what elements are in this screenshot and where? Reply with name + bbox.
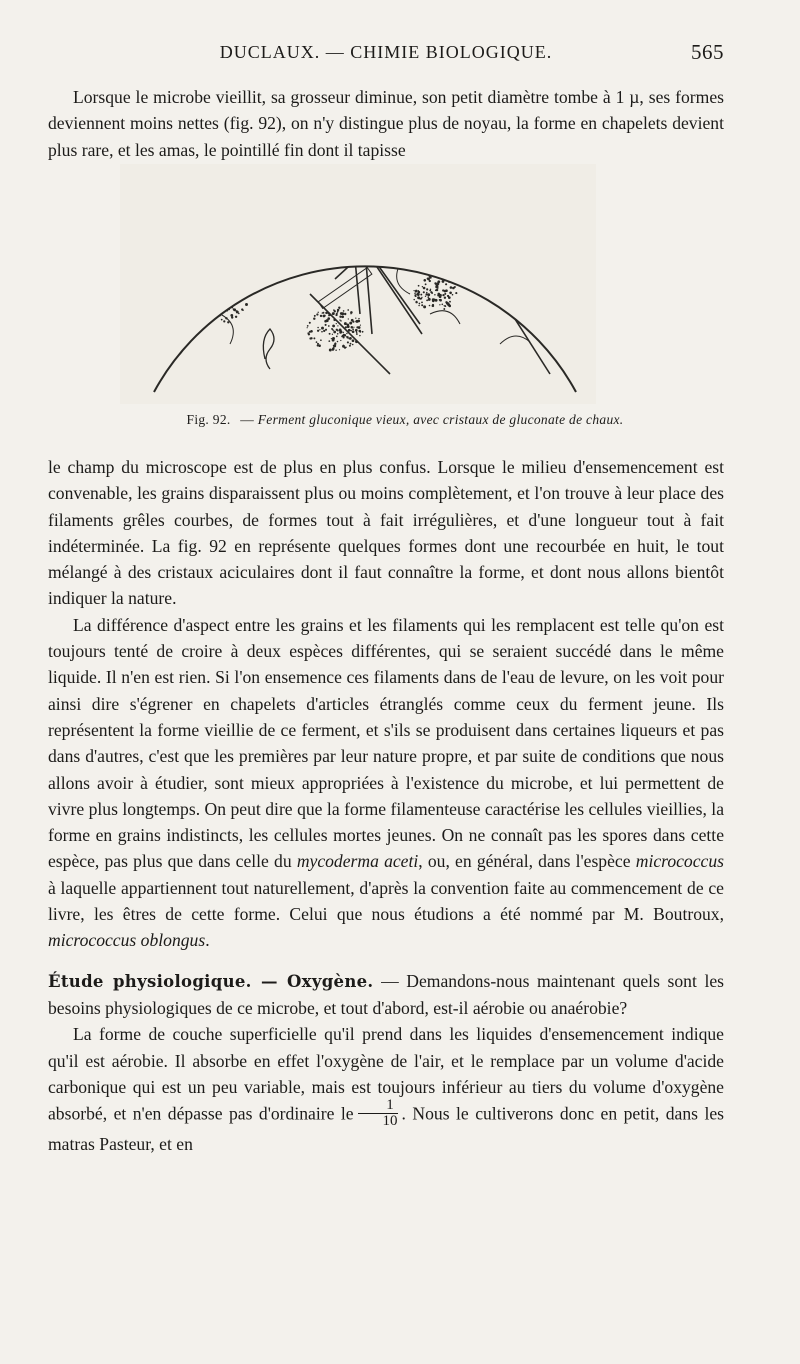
grain-dot — [332, 329, 334, 331]
grain-dot — [343, 345, 345, 347]
grain-dot — [414, 290, 415, 291]
fraction-one-tenth — [358, 1098, 398, 1129]
figure-caption-dash: — — [240, 412, 255, 427]
grain-dot — [332, 348, 334, 350]
grain-dot — [317, 330, 319, 332]
paragraph-1: Lorsque le microbe vieillit, sa grosseur diminue, son petit diamètre tombe à 1 µ, ses formes deviennent moins nettes (fig. 92), on n'y distingue plus de noyau, la forme en chapelets devient plus rare, et les amas, le pointillé fin dont il tapisse — [48, 87, 724, 160]
grain-dot — [429, 305, 431, 307]
grain-dot — [452, 294, 454, 296]
grain-dot — [313, 337, 315, 339]
grain-dot — [332, 325, 334, 327]
grain-dot — [429, 280, 431, 282]
grain-dot — [339, 308, 340, 309]
grain-dot — [427, 277, 429, 279]
grain-dot — [323, 315, 326, 318]
grain-dot — [332, 339, 335, 342]
grain-dot — [333, 345, 335, 347]
section-title: Étude physiologique. — Oxygène. — [48, 971, 374, 991]
grain-dot — [351, 326, 354, 329]
grain-dot — [339, 316, 341, 318]
grain-dot — [340, 330, 343, 333]
grain-dot — [427, 296, 429, 298]
grain-dot — [439, 299, 442, 302]
grain-dot — [423, 287, 426, 290]
grain-dot — [424, 279, 427, 282]
grain-dot — [325, 324, 327, 326]
grain-dot — [348, 318, 349, 319]
grain-dot — [362, 331, 364, 333]
grain-dot — [450, 286, 453, 289]
grain-dot — [352, 330, 355, 333]
grain-dot — [426, 292, 428, 294]
grain-dot — [444, 305, 445, 306]
paragraph-5-end: . Nous le cultiverons donc en petit, dans les matras Pasteur, et en — [48, 1103, 724, 1155]
grain-dot — [328, 325, 330, 327]
grain-dot — [337, 333, 339, 335]
grain-dot — [352, 344, 354, 346]
grain-dot — [418, 290, 419, 291]
grain-dot — [445, 283, 447, 285]
grain-dot — [333, 331, 336, 334]
grain-dot — [449, 305, 451, 307]
grain-dot — [245, 303, 248, 306]
text-block-top — [48, 84, 724, 163]
grain-dot — [350, 313, 351, 314]
grain-dot — [413, 299, 414, 300]
grain-dot — [341, 315, 344, 318]
paragraph-3-end: . — [205, 930, 210, 951]
grain-dot — [340, 340, 341, 341]
grain-dot — [425, 296, 426, 297]
grain-dot — [418, 291, 419, 292]
grain-dot — [358, 326, 361, 329]
grain-dot — [339, 349, 340, 350]
term-micrococcus-oblongus: micrococcus oblongus — [48, 930, 206, 951]
grain-dot — [320, 339, 322, 341]
grain-dot — [336, 336, 338, 338]
paragraph-3 — [48, 612, 724, 954]
grain-dot — [360, 325, 361, 326]
grain-dot — [422, 286, 423, 287]
grain-dot — [430, 289, 431, 290]
grain-dot — [418, 295, 419, 296]
grain-dot — [335, 342, 337, 344]
paragraph-4-text: — Demandons-nous maintenant quels sont les besoins physiologiques de ce microbe, et tout d'abord, est-il aérobie ou anaérobie? — [48, 970, 724, 1018]
running-head: DUCLAUX. — CHIMIE BIOLOGIQUE. — [219, 42, 553, 62]
grain-dot — [223, 320, 225, 322]
text-block-main — [48, 454, 724, 1157]
grain-dot — [349, 322, 352, 325]
paragraph-4 — [48, 968, 724, 1022]
grain-dot — [235, 316, 237, 318]
grain-dot — [435, 289, 437, 291]
grain-dot — [356, 320, 359, 323]
grain-dot — [417, 296, 420, 299]
grain-dot — [347, 309, 349, 311]
grain-dot — [434, 294, 436, 296]
grain-dot — [316, 313, 318, 315]
fraction-numerator: 1 — [358, 1098, 398, 1114]
grain-dot — [421, 297, 422, 298]
paragraph-3-start: La différence d'aspect entre les grains et les filaments qui les remplacent est telle qu'on est toujours tenté de croire à deux espèces différentes, qui se seraient succédé dans le même liquide. Il n'en est rien. Si l'on ensemence ces filaments dans de l'eau de levure, on les voit pour ainsi dire s'égrener en chapelets d'articles étranglés comme ceux du ferment jeune. Ils représentent la forme vieillie de ce ferment, et s'ils se produisent dans certaines liqueurs et pas dans d'autres, c'est que les premières par leur nature propre, et par suite de conditions que nous allons avoir à étudier, sont mieux appropriées à l'existence du microbe, et lui permettent de vivre plus longtemps. On peut dire que la forme filamenteuse caractérise les cellules vieillies, la forme en grains indistincts, les cellules mortes jeunes. On ne connaît pas les spores dans cette espèce, pas plus que dans celle du — [48, 614, 724, 872]
grain-dot — [316, 341, 318, 343]
grain-dot — [313, 317, 315, 319]
grain-dot — [421, 302, 423, 304]
grain-dot — [355, 317, 356, 318]
grain-dot — [443, 308, 445, 310]
grain-dot — [455, 292, 457, 294]
grain-dot — [329, 349, 332, 352]
grain-dot — [444, 293, 446, 295]
page-number: 565 — [691, 40, 724, 64]
page-header — [48, 40, 724, 70]
grain-dot — [332, 312, 335, 315]
grain-dot — [310, 330, 313, 333]
grain-dot — [242, 309, 244, 311]
grain-dot — [307, 332, 309, 334]
grain-dot — [336, 313, 338, 315]
grain-dot — [426, 288, 428, 290]
grain-dot — [317, 343, 319, 345]
grain-dot — [340, 312, 343, 315]
microscope-field-illustration — [120, 164, 596, 404]
grain-dot — [434, 299, 436, 301]
grain-dot — [449, 301, 451, 303]
grain-dot — [346, 336, 348, 338]
grain-dot — [338, 309, 339, 310]
grain-dot — [358, 318, 359, 319]
grain-dot — [334, 310, 336, 312]
grain-dot — [353, 327, 354, 328]
grain-dot — [414, 292, 416, 294]
grain-dot — [221, 319, 223, 321]
grain-dot — [359, 335, 360, 336]
grain-dot — [352, 321, 354, 323]
grain-dot — [347, 324, 350, 327]
grain-dot — [439, 304, 440, 305]
grain-dot — [419, 303, 421, 305]
grain-dot — [442, 304, 444, 306]
grain-dot — [426, 299, 428, 301]
figure-label: Fig. 92. — [186, 412, 231, 427]
grain-dot — [418, 305, 419, 306]
grain-dot — [238, 313, 240, 315]
paragraph-5 — [48, 1021, 724, 1157]
grain-dot — [435, 283, 437, 285]
grain-dot — [337, 311, 338, 312]
grain-dot — [432, 305, 434, 307]
grain-dot — [314, 315, 316, 317]
grain-dot — [317, 327, 319, 329]
grain-dot — [342, 332, 344, 334]
grain-dot — [420, 294, 422, 296]
grain-dot — [346, 333, 347, 334]
grain-dot — [347, 341, 349, 343]
grain-dot — [425, 283, 427, 285]
grain-dot — [416, 293, 418, 295]
grain-dot — [321, 331, 323, 333]
grain-dot — [439, 295, 442, 298]
grain-dot — [345, 323, 347, 325]
grain-dot — [452, 287, 455, 290]
grain-dot — [231, 316, 233, 318]
term-mycoderma-aceti: mycoderma aceti — [296, 851, 419, 872]
grain-dot — [429, 276, 431, 278]
grain-dot — [309, 337, 311, 339]
grain-dot — [431, 292, 433, 294]
grain-dot — [356, 332, 357, 333]
grain-dot — [349, 345, 351, 347]
grain-dot — [415, 290, 418, 293]
grain-dot — [335, 350, 336, 351]
grain-dot — [418, 285, 420, 287]
grain-dot — [350, 343, 352, 345]
grain-dot — [337, 330, 339, 332]
grain-dot — [337, 341, 339, 343]
grain-dot — [318, 312, 319, 313]
grain-dot — [340, 320, 342, 322]
grain-dot — [352, 339, 355, 342]
grain-dot — [227, 321, 229, 323]
grain-dot — [321, 327, 324, 330]
grain-dot — [329, 333, 331, 335]
grain-dot — [322, 312, 324, 314]
grain-dot — [307, 325, 309, 327]
paragraph-3-mid2: à laquelle appartiennent tout naturellement, d'après la convention faite au commencement de ce livre, les êtres de cette forme. Celui que nous étudions a été nommé par M. Boutroux, — [48, 877, 724, 925]
grain-dot — [309, 322, 311, 324]
grain-dot — [428, 298, 431, 301]
grain-dot — [319, 329, 320, 330]
grain-dot — [355, 329, 358, 332]
grain-dot — [437, 280, 440, 283]
grain-dot — [318, 344, 321, 347]
grain-dot — [307, 327, 308, 328]
paragraph-3-mid: , ou, en général, dans l'espèce — [418, 851, 636, 872]
grain-dot — [416, 301, 417, 302]
grain-dot — [423, 291, 425, 293]
grain-dot — [442, 280, 445, 283]
figure-caption — [60, 412, 750, 428]
grain-dot — [421, 304, 423, 306]
grain-dot — [423, 305, 426, 308]
grain-dot — [444, 297, 446, 299]
grain-dot — [320, 315, 322, 317]
paragraph-2: le champ du microscope est de plus en plus confus. Lorsque le milieu d'ensemencement est convenable, les grains disparaissent plus ou moins complètement, et l'on trouve à leur place des filaments grêles courbes, de formes tout à fait irrégulières, et d'une longueur tout à fait indéterminée. La fig. 92 en représente quelques formes dont une recourbée en huit, le tout mélangé à des cristaux aciculaires dont il faut connaître la forme, et dont nous allons bientôt indiquer la nature. — [48, 457, 724, 609]
grain-dot — [435, 285, 438, 288]
grain-dot — [328, 340, 330, 342]
term-micrococcus: micrococcus — [635, 851, 724, 872]
grain-dot — [352, 328, 354, 330]
grain-dot — [233, 308, 236, 311]
paragraph-5-start: La forme de couche superficielle qu'il prend dans les liquides d'ensemencement indique qu'il est aérobie. Il absorbe en effet l'oxygène de l'air, et le remplace par un volume d'acide carbonique qui est un peu variable, mais est toujours inférieur au tiers du volume d'oxygène absorbé, et n'en dépasse pas d'ordinaire le — [48, 1024, 724, 1124]
grain-dot — [447, 295, 449, 297]
grain-dot — [442, 294, 444, 296]
grain-dot — [427, 293, 430, 296]
grain-dot — [317, 345, 319, 347]
grain-dot — [323, 330, 325, 332]
figure-92 — [120, 164, 596, 404]
grain-dot — [336, 323, 337, 324]
grain-dot — [415, 295, 417, 297]
grain-dot — [332, 334, 333, 335]
grain-dot — [341, 336, 343, 338]
fraction-denominator: 10 — [382, 1113, 398, 1130]
grain-dot — [445, 289, 448, 292]
grain-dot — [326, 319, 329, 322]
figure-caption-text: Ferment gluconique vieux, avec cristaux de gluconate de chaux. — [257, 412, 624, 427]
grain-dot — [344, 313, 346, 315]
grain-dot — [343, 310, 345, 312]
grain-dot — [359, 331, 361, 333]
grain-dot — [337, 325, 338, 326]
grain-dot — [325, 329, 327, 331]
grain-dot — [348, 338, 349, 339]
grain-dot — [328, 315, 330, 317]
grain-dot — [449, 291, 452, 294]
grain-dot — [350, 330, 351, 331]
grain-dot — [230, 314, 233, 317]
grain-dot — [331, 338, 332, 339]
